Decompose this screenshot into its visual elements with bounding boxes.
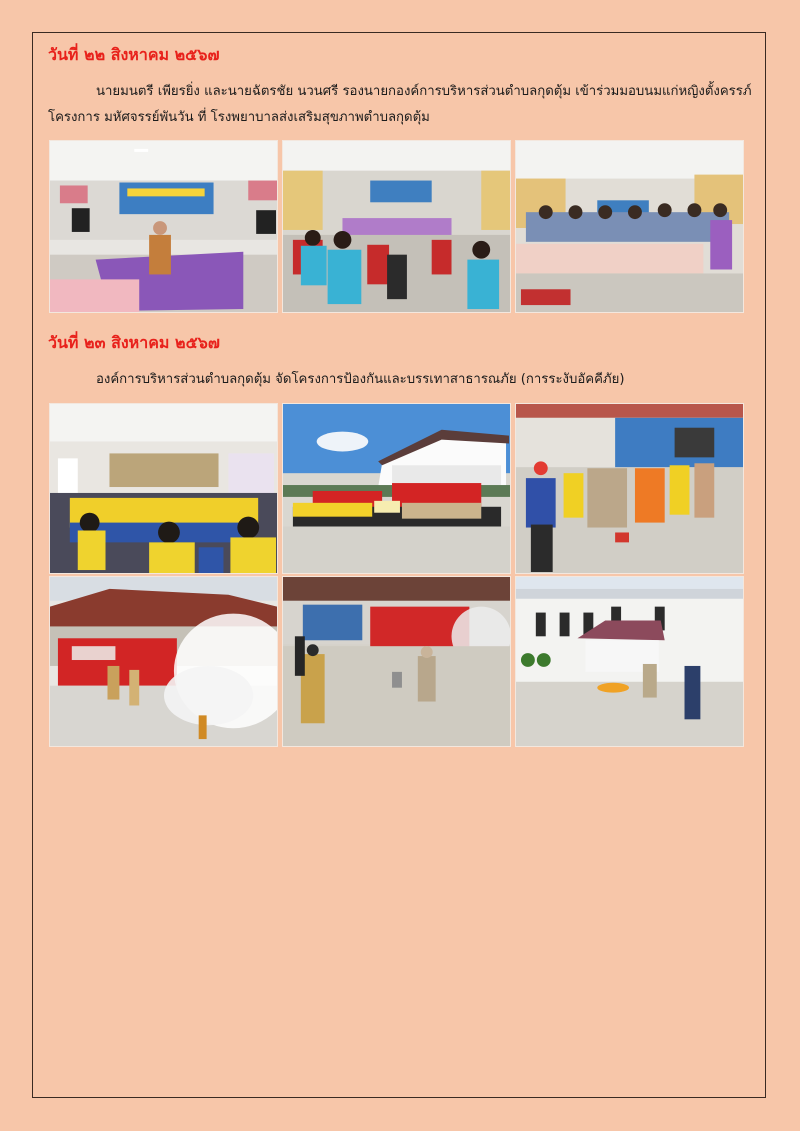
milk-donation-group-photo [515,140,744,313]
audience-seated-photo [282,140,511,313]
outdoor-fire-practice-photo [515,576,744,747]
section-2-date-heading: วันที่ ๒๓ สิงหาคม ๒๕๖๗ [48,333,220,352]
section-2-paragraph-line-1: องค์การบริหารส่วนตำบลกุดตุ้ม จัดโครงการป้องกันและบรรเทาสาธารณภัย (การระงับอัคคีภัย) [96,372,625,387]
fire-extinguisher-demo-photo [515,403,744,574]
fire-trucks-group-photo [282,403,511,574]
section-1-paragraph-line-1: นายมนตรี เพียรยิ่ง และนายฉัตรชัย นวนศรี รองนายกองค์การบริหารส่วนตำบลกุดตุ้ม เข้าร่วมมอบนมแก่หญิงตั้งครรภ์ [96,84,752,99]
section-1-paragraph-line-2: โครงการ มหัศจรรย์พันวัน ที่ โรงพยาบาลส่งเสริมสุขภาพตำบลกุดตุ้ม [48,110,430,125]
section-1-date-heading: วันที่ ๒๒ สิงหาคม ๒๕๖๗ [48,45,220,64]
extinguisher-practice-photo [282,576,511,747]
training-hall-photo [49,403,278,574]
meeting-room-speaker-photo [49,140,278,313]
fire-drill-smoke-photo [49,576,278,747]
